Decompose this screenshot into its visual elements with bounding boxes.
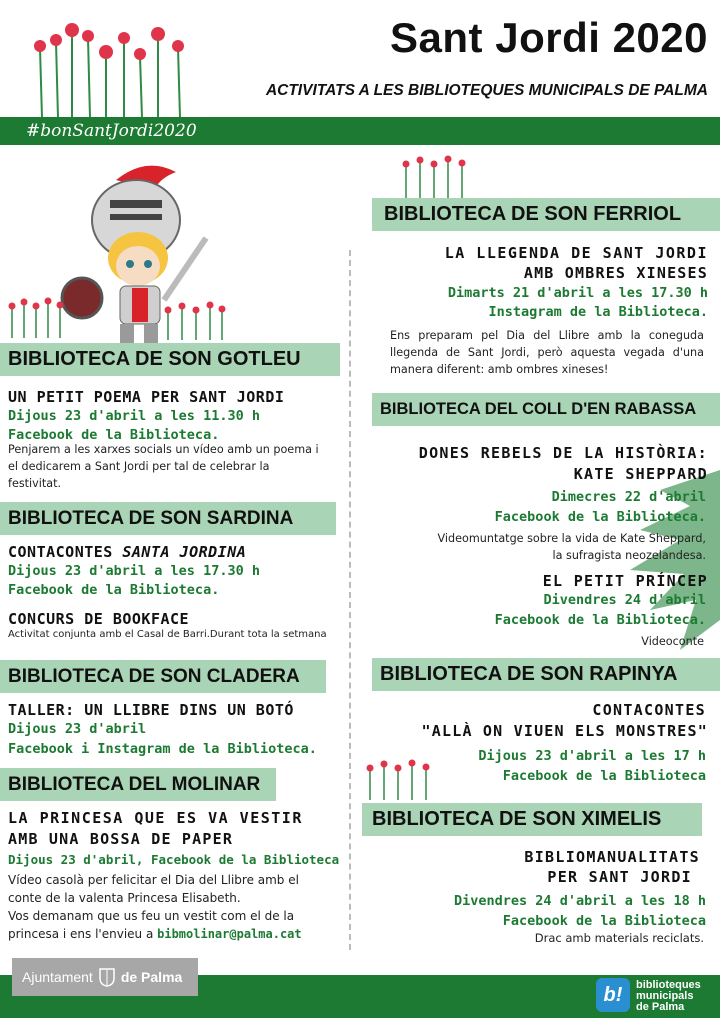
heading-son-rapinya: BIBLIOTECA DE SON RAPINYA xyxy=(372,658,720,691)
date-son-ximelis: Divendres 24 d'abril a les 18 h xyxy=(454,893,706,909)
desc-son-ferriol: Ens preparam pel Dia del Llibre amb la coneguda llegenda de Sant Jordi, però aquesta vegada d'una manera diferent: amb ombres xineses! xyxy=(390,329,704,376)
event-son-sardina-title: SANTA JORDINA xyxy=(122,543,247,561)
date-son-ferriol: Dimarts 21 d'abril a les 17.30 h xyxy=(447,285,708,301)
event-son-rapinya-line2: "ALLÀ ON VIUEN ELS MONSTRES" xyxy=(421,722,708,740)
place-son-ferriol: Instagram de la Biblioteca. xyxy=(488,304,708,320)
place-coll: Facebook de la Biblioteca. xyxy=(494,509,706,525)
date-coll: Dimecres 22 d'abril xyxy=(551,489,706,505)
column-divider xyxy=(349,250,351,950)
event-son-sardina-prefix: CONTACONTES xyxy=(8,543,123,561)
desc-molinar-line1: Vídeo casolà per felicitar el Dia del Llibre amb el xyxy=(8,873,299,887)
de-palma-text: de Palma xyxy=(120,969,183,985)
desc-molinar-line2: conte de la valenta Princesa Elisabeth. xyxy=(8,891,241,905)
event-son-ferriol-line1: LA LLEGENDA DE SANT JORDI xyxy=(444,244,708,262)
desc-molinar-line3: Vos demanam que us feu un vestit com el de la xyxy=(8,909,295,923)
event-son-ximelis-line1: BIBLIOMANUALITATS xyxy=(524,848,700,866)
desc2-son-sardina: Activitat conjunta amb el Casal de Barri.Durant tota la setmana xyxy=(8,629,327,640)
desc-molinar-line4 xyxy=(8,926,302,943)
desc-son-gotleu: Penjarem a les xarxes socials un vídeo amb un poema i el dedicarem a Sant Jordi per tal de celebrar la festivitat. xyxy=(8,443,319,490)
desc-coll-line2: la sufragista neozelandesa. xyxy=(552,549,706,562)
heading-son-ximelis: BIBLIOTECA DE SON XIMELIS xyxy=(362,803,702,836)
page-title: Sant Jordi 2020 xyxy=(390,14,708,61)
ajuntament-logo xyxy=(12,958,198,996)
roses-right-bottom xyxy=(364,758,434,800)
place-son-sardina: Facebook de la Biblioteca. xyxy=(8,582,220,598)
heading-molinar: BIBLIOTECA DEL MOLINAR xyxy=(0,768,276,801)
hashtag-text: #bonSantJordi2020 xyxy=(26,121,197,141)
event-son-rapinya-line1: CONTACONTES xyxy=(592,701,706,719)
logo-line3: de Palma xyxy=(636,1001,685,1013)
place-son-gotleu: Facebook de la Biblioteca. xyxy=(8,427,220,443)
event-son-gotleu: UN PETIT POEMA PER SANT JORDI xyxy=(8,388,285,406)
roses-center xyxy=(162,300,228,340)
date-son-sardina: Dijous 23 d'abril a les 17.30 h xyxy=(8,563,260,579)
desc-son-ximelis: Drac amb materials reciclats. xyxy=(534,931,704,945)
event-son-sardina xyxy=(8,543,246,561)
event-coll-line1: DONES REBELS DE LA HISTÒRIA: xyxy=(418,444,708,462)
coat-of-arms-icon xyxy=(99,967,115,987)
event-son-ximelis-line2: PER SANT JORDI xyxy=(547,868,692,886)
place2-coll: Facebook de la Biblioteca. xyxy=(494,612,706,628)
email-link[interactable]: bibmolinar@palma.cat xyxy=(157,927,302,941)
date-son-rapinya: Dijous 23 d'abril a les 17 h xyxy=(478,748,706,764)
event-son-cladera: TALLER: UN LLIBRE DINS UN BOTÓ xyxy=(8,701,294,719)
roses-right-top xyxy=(400,154,470,198)
event-coll-line2: KATE SHEPPARD xyxy=(573,465,708,483)
date-son-gotleu: Dijous 23 d'abril a les 11.30 h xyxy=(8,408,260,424)
heading-son-sardina: BIBLIOTECA DE SON SARDINA xyxy=(0,502,336,535)
logo-line1: biblioteques xyxy=(636,979,701,991)
biblioteques-logo-icon: b! xyxy=(596,978,630,1012)
biblioteques-logo-text xyxy=(636,980,701,1013)
ajuntament-text: Ajuntament xyxy=(22,969,93,985)
heading-son-cladera: BIBLIOTECA DE SON CLADERA xyxy=(0,660,326,693)
heading-coll-den-rabassa: BIBLIOTECA DEL COLL D'EN RABASSA xyxy=(372,393,720,426)
date-molinar: Dijous 23 d'abril, Facebook de la Biblioteca xyxy=(8,852,340,867)
heading-son-ferriol: BIBLIOTECA DE SON FERRIOL xyxy=(372,198,720,231)
event2-son-sardina: CONCURS DE BOOKFACE xyxy=(8,610,190,628)
logo-line2: municipals xyxy=(636,990,694,1002)
roses-illustration-top xyxy=(28,20,200,120)
desc-coll-line1: Videomuntatge sobre la vida de Kate Sheppard, xyxy=(437,532,706,545)
desc2-coll: Videoconte xyxy=(641,635,704,648)
desc-molinar-line4-text: princesa i ens l'envieu a xyxy=(8,927,158,941)
event-son-ferriol-line2: AMB OMBRES XINESES xyxy=(523,264,708,282)
place-son-rapinya: Facebook de la Biblioteca xyxy=(502,768,706,784)
date-son-cladera: Dijous 23 d'abril xyxy=(8,721,147,737)
event-molinar-line2: AMB UNA BOSSA DE PAPER xyxy=(8,830,234,848)
event2-coll: EL PETIT PRÍNCEP xyxy=(542,572,708,590)
roses-left xyxy=(6,296,66,338)
place-son-cladera: Facebook i Instagram de la Biblioteca. xyxy=(8,741,317,757)
page-subtitle: ACTIVITATS A LES BIBLIOTEQUES MUNICIPALS DE PALMA xyxy=(265,82,708,99)
heading-son-gotleu: BIBLIOTECA DE SON GOTLEU xyxy=(0,343,340,376)
date2-coll: Divendres 24 d'abril xyxy=(543,592,706,608)
place-son-ximelis: Facebook de la Biblioteca xyxy=(502,913,706,929)
event-molinar-line1: LA PRINCESA QUE ES VA VESTIR xyxy=(8,809,303,827)
